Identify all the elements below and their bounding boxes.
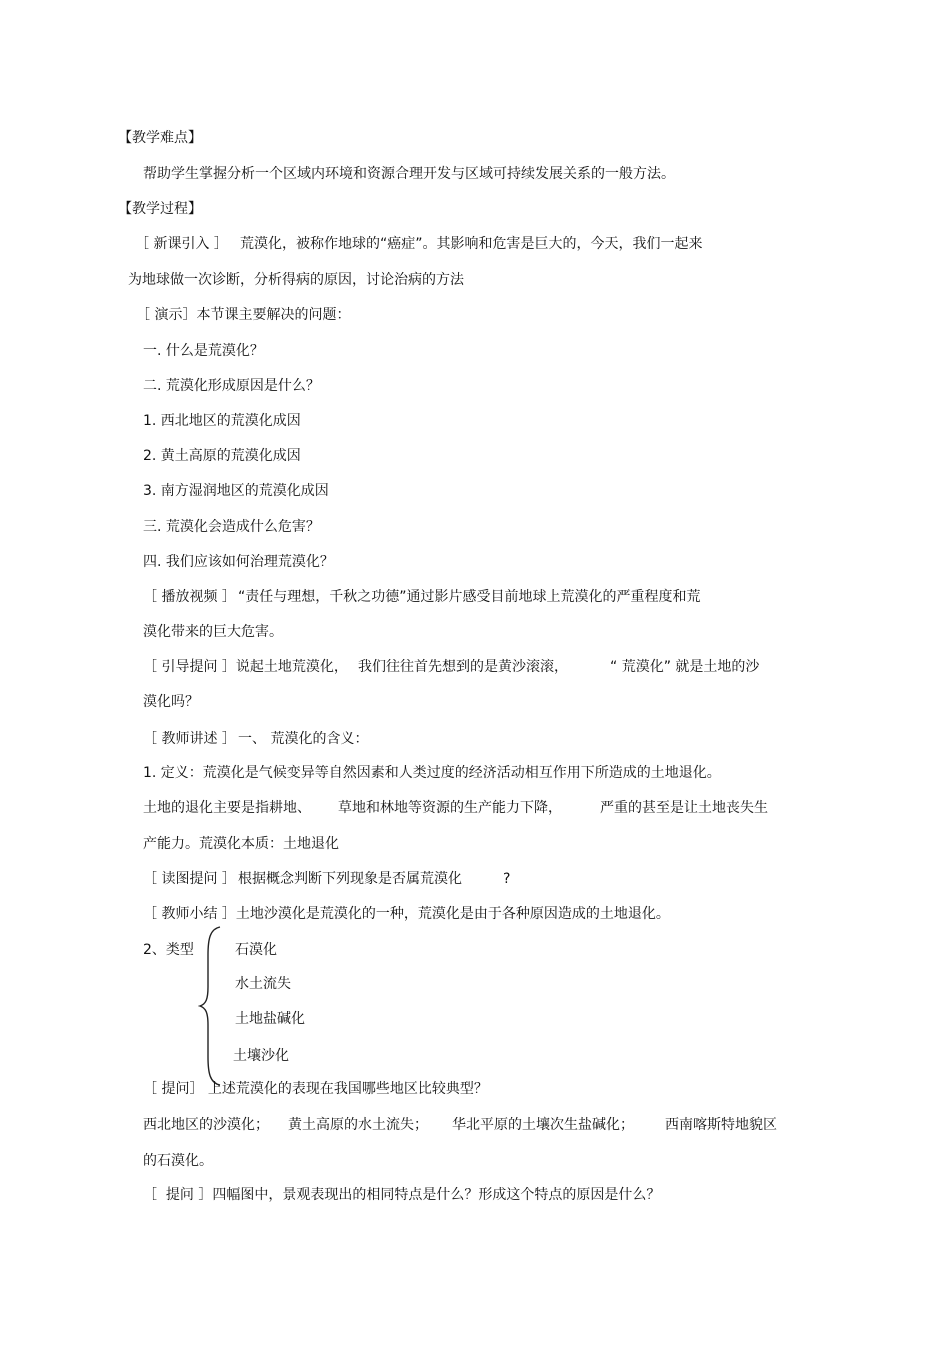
question-2-2: 2. 黄土高原的荒漠化成因 bbox=[143, 448, 301, 464]
answer-c: 华北平原的土壤次生盐碱化； bbox=[452, 1117, 634, 1133]
type-item: 水土流失 bbox=[235, 976, 291, 992]
difficulty-text: 帮助学生掌握分析一个区域内环境和资源合理开发与区域可持续发展关系的一般方法。 bbox=[143, 166, 675, 182]
process-heading: 【教学过程】 bbox=[118, 201, 202, 217]
question-2: 二. 荒漠化形成原因是什么？ bbox=[143, 378, 320, 394]
guide-tag: ［ 引导提问 ］说起土地荒漠化， bbox=[143, 659, 348, 675]
guide-text-2: “ 荒漠化” 就是土地的沙 bbox=[610, 659, 760, 675]
ask-line-2: ［ 提问 ］四幅图中，景观表现出的相同特点是什么？形成这个特点的原因是什么？ bbox=[143, 1187, 661, 1203]
question-2-3: 3. 南方湿润地区的荒漠化成因 bbox=[143, 483, 329, 499]
ask-line-1: ［ 提问］ 上述荒漠化的表现在我国哪些地区比较典型？ bbox=[143, 1081, 488, 1097]
intro-text: 荒漠化，被称作地球的“癌症”。其影响和危害是巨大的，今天，我们一起来 bbox=[240, 236, 703, 252]
definition-continuation-c: 严重的甚至是让土地丧失生 bbox=[600, 800, 768, 816]
answer-a: 西北地区的沙漠化； bbox=[143, 1117, 269, 1133]
definition-line: 1. 定义：荒漠化是气候变异等自然因素和人类过度的经济活动相互作用下所造成的土地退化。 bbox=[143, 765, 721, 781]
question-3: 三. 荒漠化会造成什么危害？ bbox=[143, 519, 320, 535]
video-tag: ［ 播放视频 ］ bbox=[143, 589, 236, 605]
definition-continuation-2: 产能力。荒漠化本质：土地退化 bbox=[143, 836, 339, 852]
intro-tag: ［ 新课引入 ］ bbox=[135, 236, 228, 252]
answer-b: 黄土高原的水土流失； bbox=[288, 1117, 428, 1133]
demo-line: ［ 演示］本节课主要解决的问题： bbox=[136, 307, 351, 323]
video-continuation: 漠化带来的巨大危害。 bbox=[143, 624, 283, 640]
type-item: 土壤沙化 bbox=[233, 1048, 289, 1064]
guide-text: 我们往往首先想到的是黄沙滚滚， bbox=[358, 659, 568, 675]
answer-continuation: 的石漠化。 bbox=[143, 1153, 213, 1169]
guide-continuation: 漠化吗？ bbox=[143, 694, 199, 710]
summary-line: ［ 教师小结 ］土地沙漠化是荒漠化的一种，荒漠化是由于各种原因造成的土地退化。 bbox=[143, 906, 670, 922]
lecture-text: 一、 荒漠化的含义： bbox=[238, 731, 369, 747]
question-2-1: 1. 西北地区的荒漠化成因 bbox=[143, 413, 301, 429]
video-text: “责任与理想，千秋之功德”通过影片感受目前地球上荒漠化的严重程度和荒 bbox=[238, 589, 701, 605]
question-4: 四. 我们应该如何治理荒漠化？ bbox=[143, 554, 334, 570]
read-tag: ［ 读图提问 ］ bbox=[143, 871, 236, 887]
difficulty-heading: 【教学难点】 bbox=[118, 130, 202, 146]
definition-continuation-b: 草地和林地等资源的生产能力下降， bbox=[338, 800, 562, 816]
answer-d: 西南喀斯特地貌区 bbox=[665, 1117, 777, 1133]
curly-brace-icon bbox=[198, 925, 228, 1087]
type-item: 石漠化 bbox=[235, 942, 277, 958]
read-text: 根据概念判断下列现象是否属荒漠化 bbox=[238, 871, 462, 887]
lecture-tag: ［ 教师讲述 ］ bbox=[143, 731, 236, 747]
question-1: 一. 什么是荒漠化？ bbox=[143, 343, 264, 359]
types-label: 2、类型 bbox=[143, 942, 194, 958]
definition-continuation-a: 土地的退化主要是指耕地、 bbox=[143, 800, 311, 816]
read-question-mark: ? bbox=[503, 871, 511, 887]
intro-continuation: 为地球做一次诊断，分析得病的原因，讨论治病的方法 bbox=[128, 272, 464, 288]
type-item: 土地盐碱化 bbox=[235, 1011, 305, 1027]
